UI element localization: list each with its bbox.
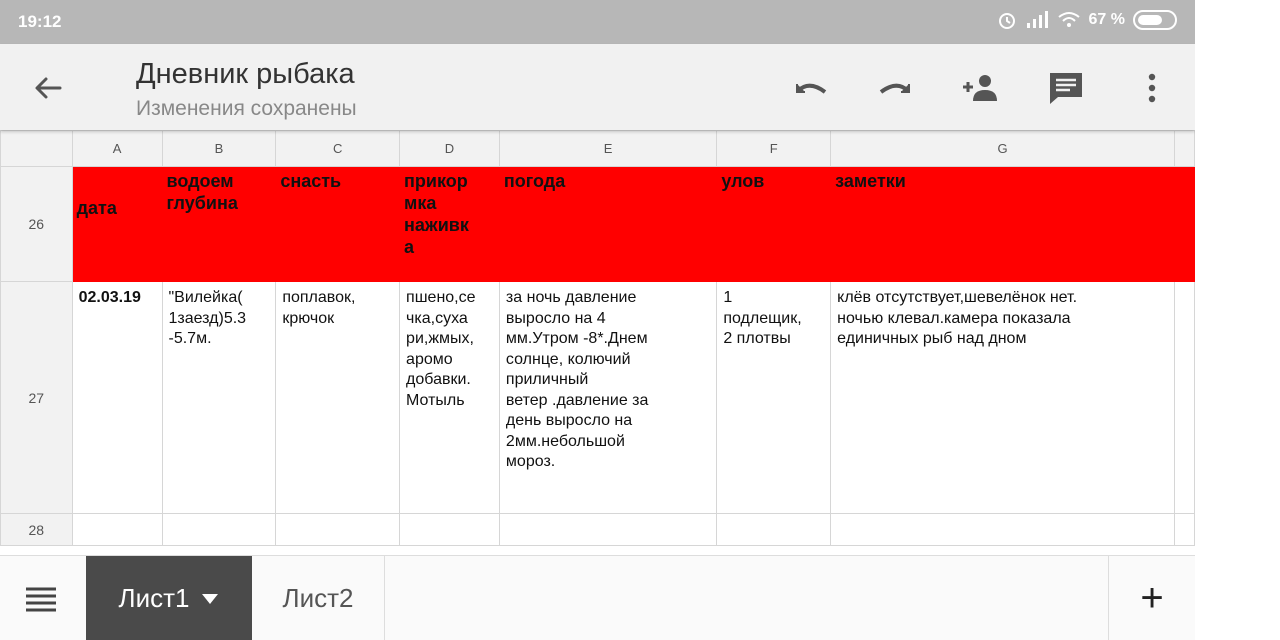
tab-sheet1[interactable] bbox=[86, 556, 252, 640]
column-header-filler bbox=[1175, 131, 1195, 167]
share-button[interactable] bbox=[960, 70, 1000, 106]
column-header-d[interactable]: D bbox=[400, 131, 500, 167]
dropdown-arrow-icon[interactable] bbox=[201, 593, 219, 605]
document-title[interactable]: Дневник рыбака bbox=[136, 58, 355, 90]
column-header-row bbox=[1, 131, 1195, 167]
cell-text-line: глубина bbox=[166, 193, 238, 213]
cell-text-line: чка,суха bbox=[406, 309, 468, 327]
status-bar bbox=[0, 0, 1195, 44]
cell-text-line: дата bbox=[76, 198, 117, 218]
cell-text-line: клёв отсутствует,шевелёнок нет. bbox=[837, 289, 1078, 306]
undo-button[interactable] bbox=[790, 70, 830, 106]
tab-sheet2[interactable] bbox=[252, 556, 385, 640]
row-header-28[interactable]: 28 bbox=[1, 514, 73, 546]
cell-text-line: ветер .давление за bbox=[505, 391, 649, 409]
cell-text-line: водоем bbox=[166, 171, 234, 191]
cell-text-line: ри,жмых, bbox=[406, 330, 474, 347]
alarm-icon bbox=[997, 10, 1017, 30]
battery-percent: 67 % bbox=[1088, 11, 1125, 28]
column-header-f[interactable]: F bbox=[717, 131, 831, 167]
cell-text-line: ночью клевал.камера показала bbox=[837, 309, 1071, 327]
back-arrow-icon[interactable] bbox=[30, 70, 66, 106]
sheet-tabs-bar bbox=[0, 555, 1195, 640]
plus-icon: + bbox=[1140, 576, 1164, 620]
cell-text-line: мка bbox=[404, 193, 437, 213]
status-time: 19:12 bbox=[18, 12, 62, 31]
cell-d27[interactable] bbox=[400, 282, 500, 514]
cell-text-line: Мотыль bbox=[406, 391, 465, 409]
column-header-g[interactable]: G bbox=[831, 131, 1175, 167]
cell-filler bbox=[1175, 282, 1195, 514]
cell-text-line: мм.Утром -8*.Днем bbox=[505, 330, 648, 347]
cell-text-line: прикор bbox=[404, 171, 468, 191]
tab-sheet2-label: Лист2 bbox=[282, 583, 354, 613]
cell-f27[interactable] bbox=[717, 282, 831, 514]
sheet-row-27 bbox=[1, 282, 1195, 514]
cell-text-line: снасть bbox=[280, 171, 342, 191]
cell-text-line: "Вилейка( bbox=[168, 289, 243, 306]
cell-b27[interactable] bbox=[162, 282, 276, 514]
spreadsheet-grid[interactable] bbox=[0, 130, 1195, 555]
cell-filler bbox=[1175, 514, 1195, 546]
cell-text-line: единичных рыб над дном bbox=[837, 330, 1027, 347]
cell-text-line: крючок bbox=[282, 309, 335, 327]
cell-text-line: за ночь давление bbox=[505, 289, 637, 306]
cell-e28[interactable] bbox=[499, 514, 716, 546]
add-person-icon bbox=[960, 73, 1000, 103]
cell-text-line: наживк bbox=[404, 215, 469, 235]
cell-c27[interactable] bbox=[276, 282, 400, 514]
comment-icon bbox=[1048, 71, 1084, 105]
cell-e26[interactable] bbox=[499, 167, 716, 282]
sheet-row-26 bbox=[1, 167, 1195, 282]
cell-text-line: аромо bbox=[406, 350, 453, 368]
signal-icon bbox=[1025, 11, 1049, 29]
cell-b26[interactable] bbox=[162, 167, 276, 282]
more-options-button[interactable] bbox=[1132, 70, 1172, 106]
cell-d26[interactable] bbox=[400, 167, 500, 282]
cell-text-line: заметки bbox=[835, 171, 906, 191]
cell-text-line: 1заезд)5.3 bbox=[168, 309, 247, 327]
redo-button[interactable] bbox=[876, 70, 916, 106]
select-all-corner[interactable] bbox=[1, 131, 73, 167]
cell-text-line: солнце, колючий bbox=[505, 350, 631, 368]
cell-text-line: мороз. bbox=[505, 453, 556, 470]
toolbar bbox=[0, 44, 1195, 130]
column-header-a[interactable]: A bbox=[72, 131, 162, 167]
column-header-b[interactable]: B bbox=[162, 131, 276, 167]
cell-text-line: 02.03.19 bbox=[78, 289, 141, 306]
column-header-c[interactable]: C bbox=[276, 131, 400, 167]
cell-text-line: улов bbox=[721, 171, 765, 191]
cell-f28[interactable] bbox=[717, 514, 831, 546]
cell-c28[interactable] bbox=[276, 514, 400, 546]
undo-icon bbox=[791, 76, 829, 100]
wifi-icon bbox=[1057, 11, 1081, 29]
cell-text-line: 2 плотвы bbox=[723, 330, 791, 347]
cell-a28[interactable] bbox=[72, 514, 162, 546]
cell-text-line: 2мм.небольшой bbox=[505, 432, 625, 450]
column-header-e[interactable]: E bbox=[499, 131, 716, 167]
cell-d28[interactable] bbox=[400, 514, 500, 546]
status-icons bbox=[997, 10, 1177, 30]
cell-text-line: пшено,се bbox=[406, 289, 476, 306]
cell-e27[interactable] bbox=[499, 282, 716, 514]
cell-filler bbox=[1175, 167, 1195, 282]
cell-a26[interactable] bbox=[72, 167, 162, 282]
comments-button[interactable] bbox=[1046, 70, 1086, 106]
cell-text-line: подлещик, bbox=[723, 309, 802, 327]
system-nav-bar bbox=[1195, 0, 1280, 640]
cell-c26[interactable] bbox=[276, 167, 400, 282]
cell-text-line: погода bbox=[503, 171, 566, 191]
all-sheets-menu-icon[interactable] bbox=[24, 584, 58, 614]
cell-g27[interactable] bbox=[831, 282, 1175, 514]
tab-sheet1-label: Лист1 bbox=[118, 583, 190, 613]
cell-text-line: 1 bbox=[723, 289, 733, 306]
cell-text-line: день выросло на bbox=[505, 412, 633, 429]
cell-text-line: а bbox=[404, 237, 415, 257]
redo-icon bbox=[877, 76, 915, 100]
cell-text-line: приличный bbox=[505, 371, 589, 388]
more-vert-icon bbox=[1147, 72, 1157, 104]
cell-g28[interactable] bbox=[831, 514, 1175, 546]
cell-text-line: поплавок, bbox=[282, 289, 356, 306]
row-header-26[interactable]: 26 bbox=[1, 167, 73, 282]
add-sheet-button[interactable] bbox=[1108, 556, 1195, 640]
cell-text-line: -5.7м. bbox=[168, 330, 212, 347]
sheet-table bbox=[0, 130, 1195, 546]
sheet-row-28 bbox=[1, 514, 1195, 546]
cell-b28[interactable] bbox=[162, 514, 276, 546]
cell-text-line: добавки. bbox=[406, 371, 471, 388]
cell-g26[interactable] bbox=[831, 167, 1175, 282]
save-status: Изменения сохранены bbox=[136, 97, 357, 120]
cell-a27[interactable] bbox=[72, 282, 162, 514]
cell-f26[interactable] bbox=[717, 167, 831, 282]
row-header-27[interactable]: 27 bbox=[1, 282, 73, 514]
battery-icon bbox=[1133, 10, 1177, 30]
cell-text-line: выросло на 4 bbox=[505, 309, 606, 327]
